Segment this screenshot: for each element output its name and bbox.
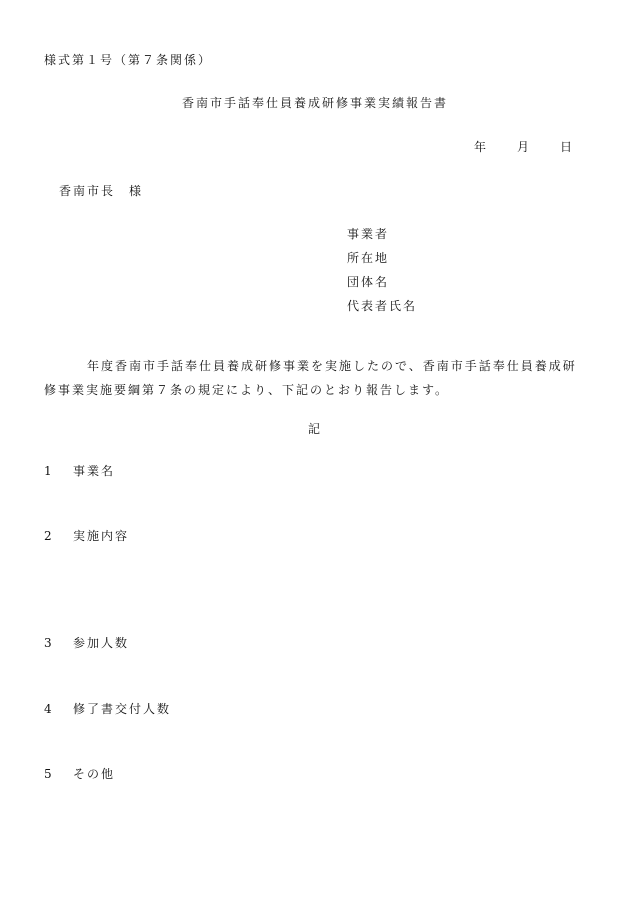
item-number: 2 [44,529,54,543]
list-item-other [44,766,115,782]
ki-heading: 記 [307,422,322,436]
list-item-implementation-details [44,528,129,544]
item-label: 参加人数 [73,636,130,650]
report-body-text: 年度香南市手話奉仕員養成研修事業を実施したので、香南市手話奉仕員養成研修事業実施要綱第７条の規定により、下記のとおり報告します。 [44,359,577,397]
addressee-honorific: 様 [129,184,144,198]
item-number: 4 [44,702,54,716]
list-item-certificate-count [44,701,171,717]
addressee-name: 香南市長 [59,184,116,198]
item-number: 1 [44,464,54,478]
address-label: 所在地 [347,251,390,265]
organization-name-label: 団体名 [347,275,390,289]
item-label: 実施内容 [73,529,130,543]
form-number: 様式第１号（第７条関係） [44,53,213,67]
date-day-label: 日 [560,140,575,154]
addressee [59,183,143,199]
list-item-participant-count [44,635,129,651]
list-item-project-name [44,463,115,479]
document-title: 香南市手話奉仕員養成研修事業実績報告書 [181,96,448,110]
item-label: 修了書交付人数 [73,702,172,716]
applicant-block [347,226,417,322]
date-year-label: 年 [474,140,489,154]
item-number: 3 [44,636,54,650]
date-month-label: 月 [517,140,532,154]
item-label: 事業名 [73,464,116,478]
item-number: 5 [44,767,54,781]
representative-name-label: 代表者氏名 [347,299,418,313]
item-label: その他 [73,767,116,781]
business-operator-label: 事業者 [347,227,390,241]
